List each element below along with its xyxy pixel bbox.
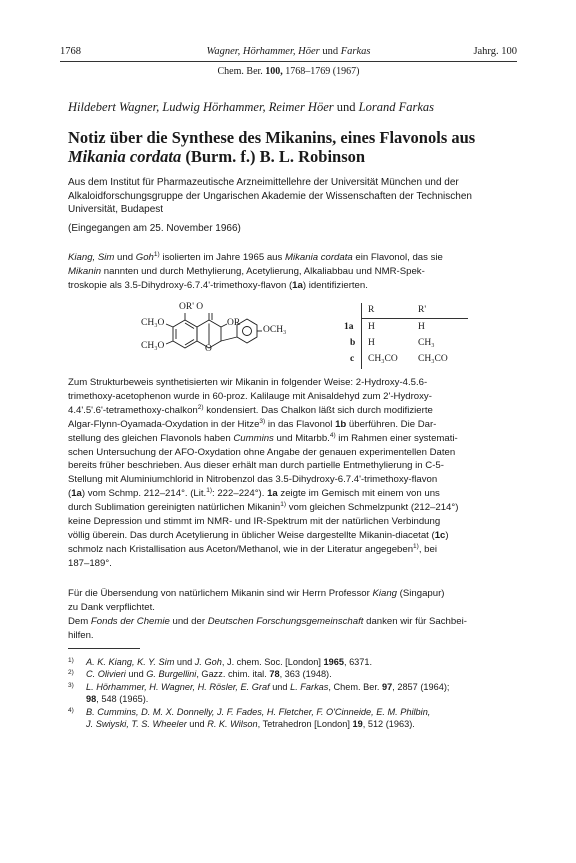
label-och3: OCH₃ xyxy=(263,325,287,335)
table-header-r-prime: R' xyxy=(418,305,427,315)
table-cell: CH₃CO xyxy=(418,354,448,364)
institution-affiliation: Aus dem Institut für Pharmazeutische Arzneimittellehre der Universität München und der Alkaloidforschungsgruppe der Ungarischen Akademie der Wissenschaften der Technischen Universität, Budapest xyxy=(68,177,472,215)
author-byline: Hildebert Wagner, Ludwig Hörhammer, Reimer Höer und Lorand Farkas xyxy=(68,100,434,114)
label-or: OR xyxy=(227,318,241,328)
footnote: 4) B. Cummins, D. M. X. Donnelly, J. F. Fades, H. Fletcher, F. O'Cinneide, E. M. Philbin, J. Swiyski, T. S. Wheeler und R. K. Wilson, Tetrahedron [London] 19, 512 (1963). xyxy=(68,706,431,730)
article-title: Notiz über die Synthese des Mikanins, eines Flavonols aus Mikania cordata (Burm. f.) B. L. Robinson xyxy=(68,128,476,166)
label-ch3o-bottom: CH₃O xyxy=(141,341,165,351)
acknowledgement-paragraph: Für die Übersendung von natürlichem Mikanin sind wir Herrn Professor Kiang (Singapur) zu Dank verpflichtet. Dem Fonds der Chemie und der Deutschen Forschungsgemeinschaft danken wir für Sachbei- hilfen. xyxy=(68,588,467,641)
footnotes xyxy=(68,656,518,730)
table-header-r: R xyxy=(368,305,375,315)
running-header-authors: Wagner, Hörhammer, Höer und Farkas xyxy=(206,46,371,57)
table-row-label: b xyxy=(350,338,356,348)
intro-paragraph: Kiang, Sim und Goh$^{1)}$ isolierten im Jahre 1965 aus Mikania cordata ein Flavonol, das sie Mikanin nannten und durch Methylierung, Acetylierung, Alkaliabbau und NMR-Spek- troskopie als 3.5-Dihydroxy-6.7.4'-trimethoxy-flavon (1a) identifizierten. xyxy=(68,251,443,291)
page-number: 1768 xyxy=(60,46,81,57)
substituent-table xyxy=(340,303,470,371)
label-or-prime: OR' O xyxy=(179,302,204,312)
running-header xyxy=(60,46,517,60)
table-cell: H xyxy=(368,322,375,332)
received-date: (Eingegangen am 25. November 1966) xyxy=(68,223,241,234)
table-header-rule xyxy=(361,318,468,319)
footnote: 1) A. K. Kiang, K. Y. Sim und J. Goh, J. chem. Soc. [London] 1965, 6371. xyxy=(68,657,373,667)
footnote: 2) C. Olivieri und G. Burgellini, Gazz. chim. ital. 78, 363 (1948). xyxy=(68,669,332,680)
footnote: 3) L. Hörhammer, H. Wagner, H. Rösler, E. Graf und L. Farkas, Chem. Ber. 97, 2857 (1964); 98, 548 (1965). xyxy=(68,681,450,705)
main-paragraph: Zum Strukturbeweis synthetisierten wir Mikanin in folgender Weise: 2-Hydroxy-4.5.6- trimethoxy-acetophenon wurde in 60-proz. Kalilauge mit Anisaldehyd zum 2'-Hydroxy- 4.4'.5'.6'-tetramethoxy-chalkon$^{2)}$ kondensiert. Das Chalkon läßt sich durch modifizierte Algar-Flynn-Oyamada-Oxydation in der Hitze$^{3)}$ in das Flavonol 1b überführen. Die Dar- stellung des gleichen Flavonols haben Cummins und Mitarbb.$^{4)}$ im Rahmen einer systemati- schen Untersuchung der AFO-Oxydation ohne Angabe der genauen experimentellen Daten bereits früher beschrieben. Aus dieser erhält man durch partielle Entmethylierung in C-5- Stellung mit Aluminiumchlorid in Nitrobenzol das 3.5-Dihydroxy-6.7.4'-trimethoxy-flavon (1a) vom Schmp. 212–214°. (Lit.$^{1)}$: 222–224°). 1a zeigte im Gemisch mit einem von uns durch Sublimation gereinigten natürlichen Mikanin$^{1)}$ vom gleichen Schmelzpunkt (212–214°) keine Depression und stimmt im NMR- und IR-Spektrum mit der natürlichen Verbindung völlig überein. Das durch Acetylierung in üblicher Weise dargestellte Mikanin-diacetat (1c) schmolz nach Kristallisation aus Aceton/Methanol, wie in der Literatur angegeben$^{1)}$, bei 187–189°. xyxy=(68,377,459,569)
table-cell: CH₃ xyxy=(418,338,435,348)
flavonol-structure xyxy=(135,300,305,370)
table-vertical-rule xyxy=(361,303,362,369)
structure-drawing xyxy=(135,300,305,370)
journal-year: Jahrg. 100 xyxy=(473,46,517,57)
table-cell: H xyxy=(418,322,425,332)
citation-line: Chem. Ber. 100, 1768–1769 (1967) xyxy=(217,66,360,77)
header-rule xyxy=(60,61,517,62)
label-ch3o-top: CH₃O xyxy=(141,318,165,328)
table-row-label: c xyxy=(350,354,355,364)
label-ring-oxygen: O xyxy=(205,344,212,354)
table-row-label: 1a xyxy=(344,322,354,332)
table-cell: CH₃CO xyxy=(368,354,398,364)
table-cell: H xyxy=(368,338,375,348)
footnote-rule xyxy=(68,648,140,649)
